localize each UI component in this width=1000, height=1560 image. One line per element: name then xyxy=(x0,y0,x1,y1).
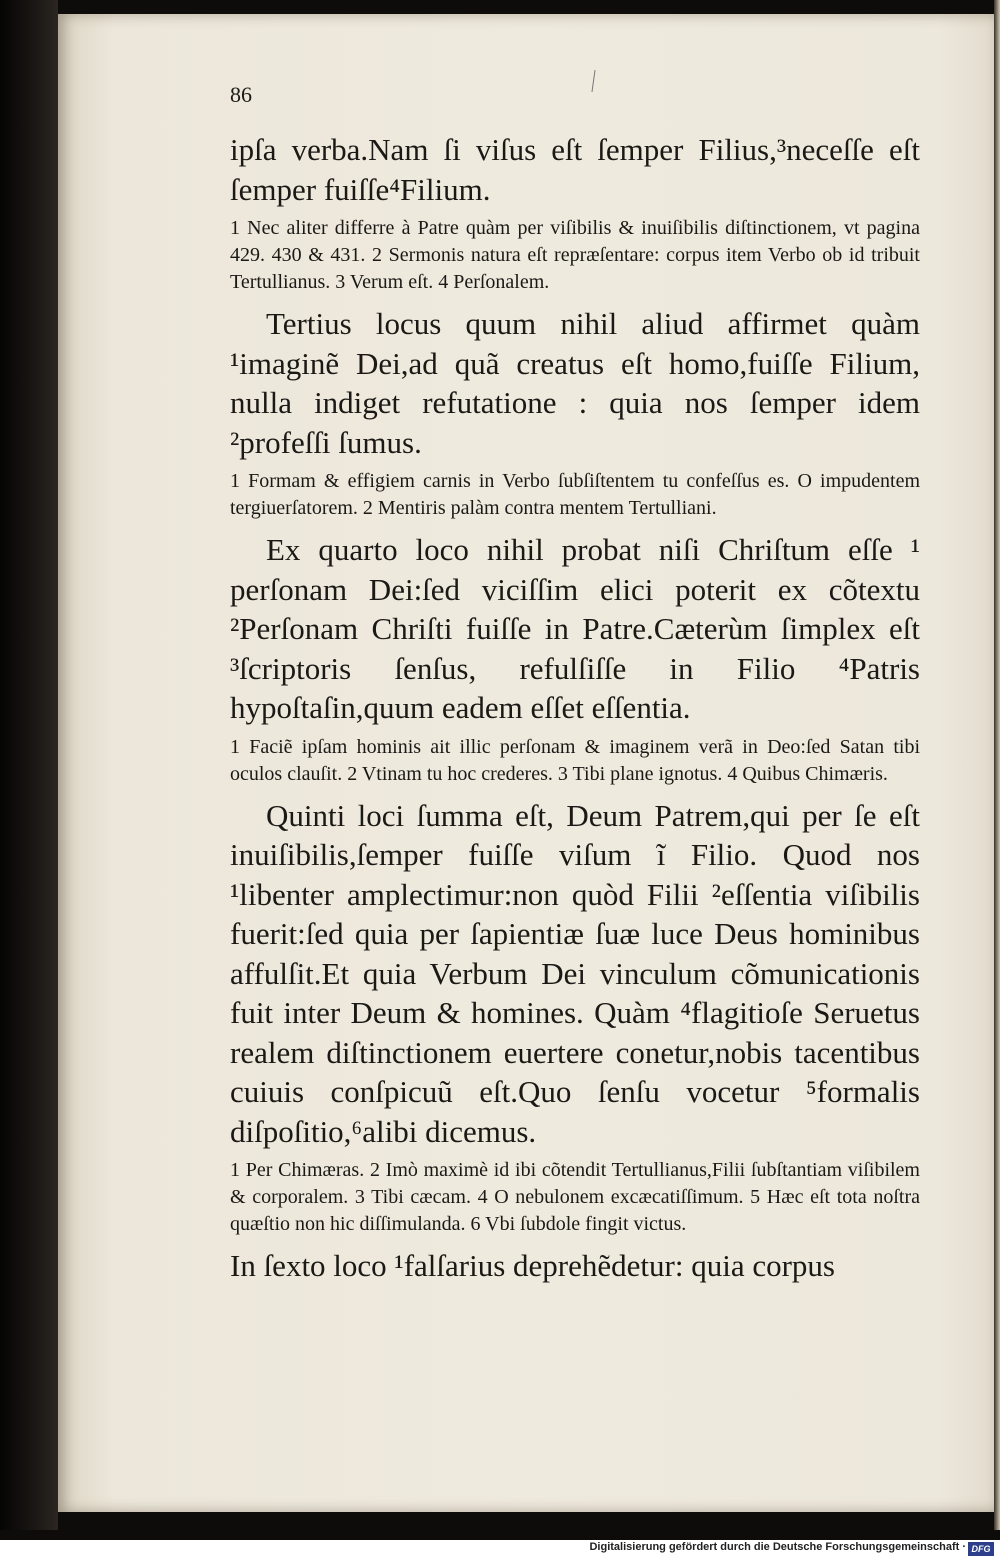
footnote-block-2: 1 Formam & effigiem carnis in Verbo ſubſiſtentem tu confeſſus es. O impudentem tergiuerſatorem. 2 Mentiris palàm contra mentem Tertulliani. xyxy=(230,470,920,519)
main-paragraph-2: Tertius locus quum nihil aliud affirmet quàm ¹imaginẽ Dei,ad quã creatus eſt homo,fuiſſe Filium, nulla indiget refutatione : quia nos ſemper idem ²profeſſi ſumus. xyxy=(230,306,920,460)
book-gutter xyxy=(0,0,58,1530)
main-paragraph-1: ipſa verba.Nam ſi viſus eſt ſemper Filius,³neceſſe eſt ſemper fuiſſe⁴Filium. xyxy=(230,132,920,207)
main-paragraph-4: Quinti loci ſumma eſt, Deum Patrem,qui per ſe eſt inuiſibilis,ſemper fuiſſe viſum ĩ Filio. Quod nos ¹libenter amplectimur:non quòd Filii ²eſſentia viſibilis fuerit:ſed quia per ſapientiæ ſuæ luce Deus hominibus affulſit.Et quia Verbum Dei vinculum cõmunicationis fuit inter Deum & homines. Quàm ⁴flagitioſe Seruetus realem diſtinctionem euertere conetur,nobis tacentibus cuiuis conſpicuũ eſt.Quo ſenſu vocetur ⁵formalis diſpoſitio,⁶alibi dicemus. xyxy=(230,797,920,1149)
main-paragraph-3: Ex quarto loco nihil probat niſi Chriſtum eſſe ¹ perſonam Dei:ſed viciſſim elici poterit ex cõtextu ²Perſonam Chriſti fuiſſe in Patre.Cæterùm ſimplex eſt ³ſcriptoris ſenſus, refulſiſſe in Filio ⁴Patris hypoſtaſin,quum eadem eſſet eſſentia. xyxy=(230,532,920,725)
main-paragraph-5: In ſexto loco ¹falſarius deprehẽdetur: quia corpus xyxy=(230,1248,835,1283)
page-text xyxy=(230,130,920,1286)
footnote-block-1: 1 Nec aliter differre à Patre quàm per viſibilis & inuiſibilis diſtinctionem, vt pagina 429. 430 & 431. 2 Sermonis natura eſt repræſentare: corpus item Verbo ob id tribuit Tertullianus. 3 Verum eſt. 4 Perſonalem. xyxy=(230,217,920,293)
funding-credit: Digitalisierung gefördert durch die Deutsche Forschungsgemeinschaft · xyxy=(589,1541,966,1553)
footnote-block-3: 1 Faciẽ ipſam hominis ait illic perſonam & imaginem verã in Deo:ſed Satan tibi oculos clauſit. 2 Vtinam tu hoc crederes. 3 Tibi plane ignotus. 4 Quibus Chimæris. xyxy=(230,735,920,785)
footnote-block-4: 1 Per Chimæras. 2 Imò maximè id ibi cõtendit Tertullianus,Filii ſubſtantiam viſibilem & corporalem. 3 Tibi cæcam. 4 O nebulonem excæcatiſſimum. 5 Hæc eſt tota noſtra quæſtio non hic diſſimulanda. 6 Vbi ſubdole fingit victus. xyxy=(230,1159,920,1235)
dfg-logo-icon: DFG xyxy=(968,1542,994,1556)
page-edge xyxy=(994,0,1000,1530)
page-number: 86 xyxy=(230,82,252,107)
